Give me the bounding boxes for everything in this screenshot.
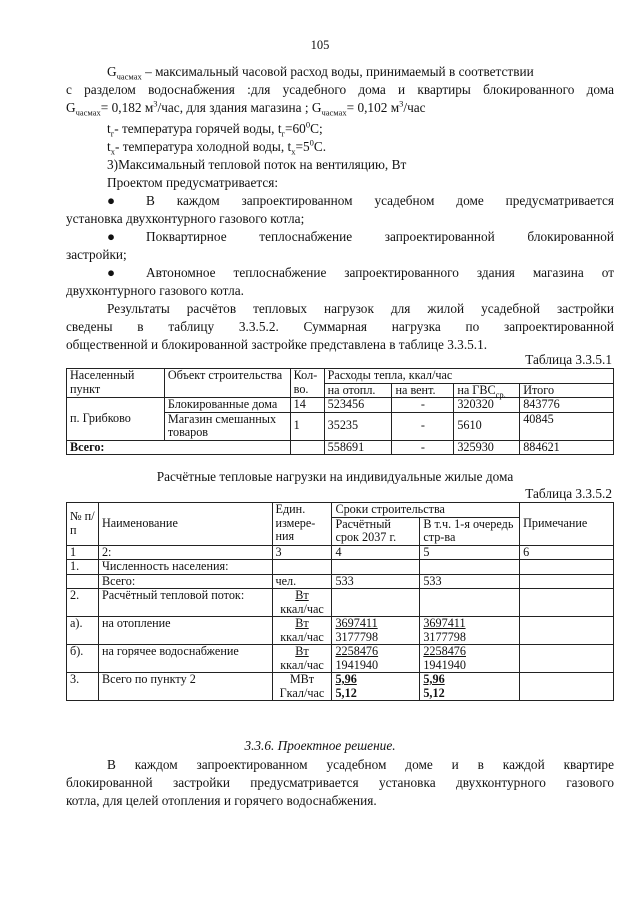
r2-gvs: 5610 (454, 412, 520, 440)
hot-water-temp: $t_г-$ температура горячей воды, $t_г=60^0С$; (107, 119, 323, 139)
r1-qty: 14 (290, 398, 324, 413)
individual-houses-table (66, 502, 614, 701)
bullet-2: ● (107, 229, 116, 244)
t2-header-first: В т.ч. 1-я очередь стр-ва (420, 517, 520, 545)
r2-qty: 1 (290, 412, 324, 440)
heat-no: а). (67, 617, 99, 645)
header-heating: на отопл. (324, 383, 392, 398)
bullet-3-line-1: Автономное теплоснабжение запроектированного здания магазина от (146, 265, 614, 280)
results-line-3: общественной и блокированной застройке представлена в таблице 3.3.5.1. (66, 337, 488, 352)
t2-header-note: Примечание (520, 503, 614, 546)
heat-label: на отопление (98, 617, 272, 645)
sum-total: 884621 (520, 440, 614, 455)
settlement-cell: п. Грибково (67, 398, 165, 441)
r1-object: Блокированные дома (164, 398, 290, 413)
r1-heating: 523456 (324, 398, 392, 413)
t2-header-terms: Сроки строительства (332, 503, 520, 518)
col-num-2: 2: (98, 545, 272, 560)
header-heat: Расходы тепла, ккал/час (324, 369, 613, 384)
flow-unit: Вт ккал/час (272, 589, 332, 617)
bullet-3: ● (107, 265, 116, 280)
all-label: Всего: (98, 574, 272, 589)
all-unit: чел. (272, 574, 332, 589)
r1-gvs: 320320 (454, 398, 520, 413)
sum-label: Всего: (67, 440, 291, 455)
page-number: 105 (310, 38, 330, 52)
sum-qty (290, 440, 324, 455)
results-line-1: Результаты расчётов тепловых нагрузок для жилой усадебной застройки (107, 301, 614, 316)
heat-calc: 3697411 3177798 (332, 617, 420, 645)
table-1-caption: Таблица 3.3.5.1 (525, 352, 612, 367)
r2-total: 40845 (520, 412, 614, 440)
flow-label: Расчётный тепловой поток: (98, 589, 272, 617)
bullet-2-line-2: застройки; (66, 247, 127, 262)
table-2-caption: Таблица 3.3.5.2 (525, 486, 612, 501)
heat-first: 3697411 3177798 (420, 617, 520, 645)
project-provides: Проектом предусматривается: (107, 175, 279, 190)
tot-unit: МВт Гкал/час (272, 673, 332, 701)
section-title: 3.3.6. Проектное решение. (244, 738, 396, 753)
t2-header-no: № п/п (67, 503, 99, 546)
col-num-1: 1 (67, 545, 99, 560)
sum-vent: - (392, 440, 454, 455)
col-num-4: 4 (332, 545, 420, 560)
pop-label: Численность населения: (98, 560, 272, 575)
final-line-3: котла, для целей отопления и горячего водоснабжения. (66, 793, 377, 808)
water-section-line: с разделом водоснабжения :для усадебного дома и квартиры блокированного дома (66, 82, 614, 97)
header-gvs: на $ГВС_{ср.}$ (454, 383, 520, 398)
header-settlement: Населенный пункт (67, 369, 165, 398)
table-2-title: Расчётные тепловые нагрузки на индивидуальные жилые дома (156, 469, 514, 484)
heat-consumption-table (66, 368, 614, 455)
header-qty: Кол-во. (290, 369, 324, 398)
heat-unit: Вт ккал/час (272, 617, 332, 645)
t2-header-calc: Расчётный срок 2037 г. (332, 517, 420, 545)
g-values-line: $G_{часмах}= 0,182$ $м^3$/час, для здания магазина ; $G_{часмах}= 0,102$ $м^3$/час (66, 98, 426, 118)
all-calc: 533 (332, 574, 420, 589)
t2-header-name: Наименование (98, 503, 272, 546)
bullet-1-line-2: установка двухконтурного газового котла; (66, 211, 305, 226)
header-object: Объект строительства (164, 369, 290, 398)
bullet-3-line-2: двухконтурного газового котла. (66, 283, 244, 298)
tot-no: 3. (67, 673, 99, 701)
bullet-2-line-1: Поквартирное теплоснабжение запроектированной блокированной (146, 229, 614, 244)
r1-total: 843776 (520, 398, 614, 413)
sum-heating: 558691 (324, 440, 392, 455)
final-line-2: блокированной застройки предусматривается установка двухконтурного газового (66, 775, 614, 790)
hw-unit: Вт ккал/час (272, 645, 332, 673)
results-line-2: сведены в таблицу 3.3.5.2. Суммарная нагрузка по запроектированной (66, 319, 614, 334)
pop-no: 1. (67, 560, 99, 575)
sum-gvs: 325930 (454, 440, 520, 455)
r2-object: Магазин смешанных товаров (164, 412, 290, 440)
hw-first: 2258476 1941940 (420, 645, 520, 673)
t2-header-unit: Един. измере-ния (272, 503, 332, 546)
g-definition-line: $G_{часмах}$ – максимальный часовой расход воды, принимаемый в соответствии (107, 64, 534, 82)
cold-water-temp: $t_х-$ температура холодной воды, $t_х=5^0С$. (107, 137, 327, 157)
r2-vent: - (392, 412, 454, 440)
col-num-5: 5 (420, 545, 520, 560)
hw-calc: 2258476 1941940 (332, 645, 420, 673)
tot-calc: 5,96 5,12 (332, 673, 420, 701)
bullet-1-line-1: В каждом запроектированном усадебном доме предусматривается (146, 193, 614, 208)
header-total: Итого (520, 383, 614, 398)
hw-no: б). (67, 645, 99, 673)
hw-label: на горячее водоснабжение (98, 645, 272, 673)
r2-heating: 35235 (324, 412, 392, 440)
col-num-6: 6 (520, 545, 614, 560)
all-first: 533 (420, 574, 520, 589)
bullet-1: ● (107, 193, 116, 208)
tot-label: Всего по пункту 2 (98, 673, 272, 701)
flow-no: 2. (67, 589, 99, 617)
final-line-1: В каждом запроектированном усадебном доме и в каждой квартире (107, 757, 614, 772)
col-num-3: 3 (272, 545, 332, 560)
header-vent: на вент. (392, 383, 454, 398)
r1-vent: - (392, 398, 454, 413)
tot-first: 5,96 5,12 (420, 673, 520, 701)
ventilation-line: 3)Максимальный тепловой поток на вентиляцию, Вт (107, 157, 407, 172)
